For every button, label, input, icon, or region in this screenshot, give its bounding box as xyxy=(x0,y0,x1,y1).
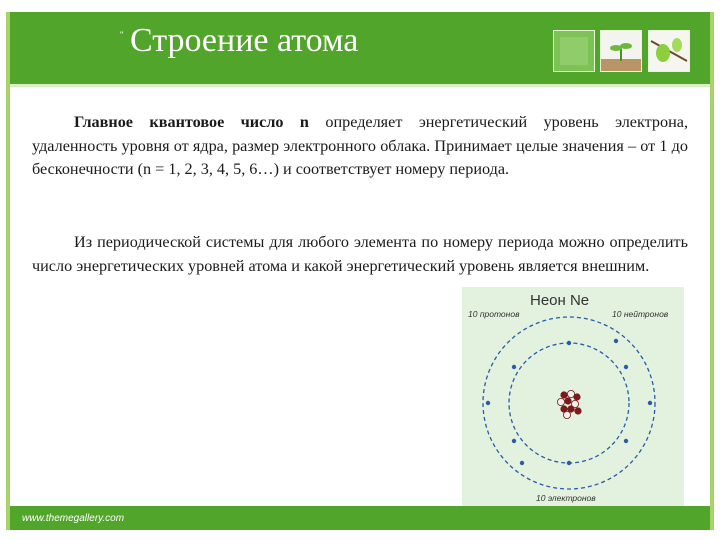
nucleus xyxy=(557,390,581,418)
term-principal-quantum-number: Главное квантовое число n xyxy=(74,113,309,131)
title-mark: " xyxy=(120,30,124,40)
footer-url: www.themegallery.com xyxy=(22,513,125,524)
header-stripe xyxy=(10,84,710,87)
slide-title: Строение атома xyxy=(130,22,359,59)
neon-atom-figure xyxy=(462,287,684,507)
frame-right xyxy=(710,12,714,530)
sprout-thumbnail xyxy=(600,30,642,72)
branch-thumbnail xyxy=(648,30,690,72)
figure-title: Неон Ne xyxy=(530,292,590,309)
paragraph1-text: определяет энергетический уровень электрона, удаленность уровня от ядра, размер электронного облака. Принимает целые значения – от 1 до бесконечности (n = 1, 2, 3, 4, 5, 6…) и соответствует номеру периода. xyxy=(32,113,688,178)
leaf-thumbnail xyxy=(553,30,595,72)
frame-left xyxy=(6,12,10,530)
electrons-label: 10 электронов xyxy=(536,493,596,503)
neutrons-label: 10 нейтронов xyxy=(612,309,669,319)
paragraph-principal-quantum-number xyxy=(32,111,688,182)
protons-label: 10 протонов xyxy=(468,309,520,319)
paragraph-periodic-system: Из периодической системы для любого элемента по номеру периода можно определить число энергетических уровней атома и какой энергетический уровень является внешним. xyxy=(32,233,688,275)
